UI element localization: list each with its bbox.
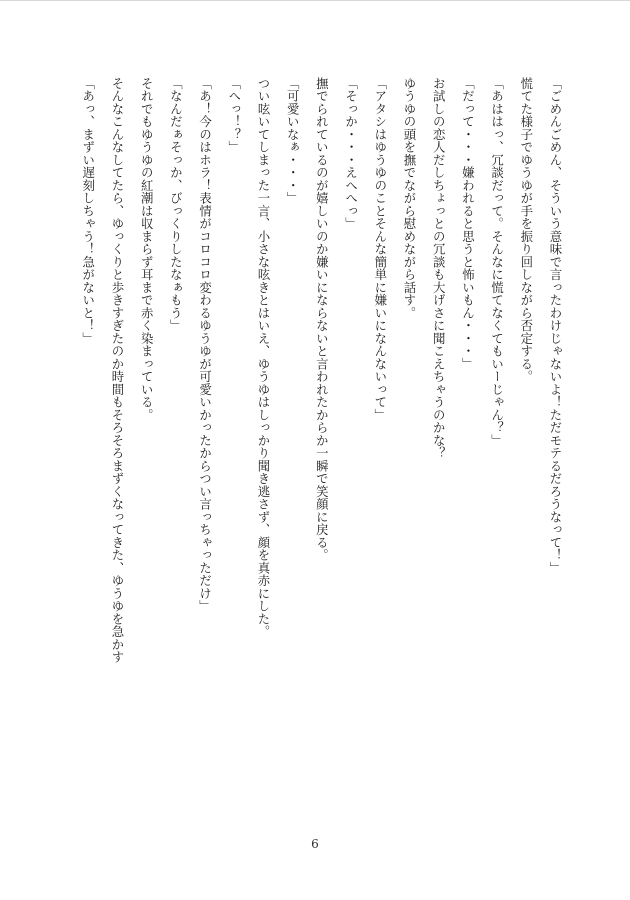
text-line: つい呟いてしまった一言、小さな呟きとはいえ、ゆうゆはしっかり聞き逃さず、顔を真赤にした。 — [255, 77, 271, 638]
text-line: お試しの恋人だしちょっとの冗談も大げさに聞こえちゃうのかな？ — [431, 77, 447, 460]
text-line: 「あははっ、冗談だって。そんなに慌てなくてもいーじゃん？」 — [489, 77, 505, 447]
text-line: 「ごめんごめん、そういう意味で言ったわけじゃないよ！ただモテるだろうなって！」 — [548, 77, 563, 575]
text-line: 慌てた様子でゆうゆが手を振り回しながら否定する。 — [518, 77, 534, 383]
page-number: 6 — [311, 837, 319, 851]
text-line: 「可愛いなぁ・・・」 — [285, 77, 301, 205]
text-line: 「あっ、まずい遅刻しちゃう！急がないと！」 — [80, 77, 96, 345]
text-line: 「なんだぁそっか、びっくりしたなぁもう」 — [168, 77, 184, 332]
text-line: 「そっか・・・えへへっ」 — [343, 77, 359, 230]
text-line: 「だって・・・嫌われると思うと怖いもん・・・」 — [460, 77, 476, 371]
text-line: 「へっ！？」 — [226, 77, 242, 154]
text-line: ゆうゆの頭を撫でながら慰めながら話す。 — [401, 77, 417, 320]
text-line: 撫でられているのが嬉しいのか嫌いにならないと言われたからか一瞬で笑顔に戻る。 — [314, 77, 330, 562]
text-line: 「あ！今のはホラ！表情がコロコロ変わるゆうゆが可愛いかったからつい言っちゃっただけ」 — [197, 77, 213, 613]
vertical-text-body — [70, 77, 570, 777]
text-line: 「アタシはゆうゆのことそんな簡単に嫌いになんないって」 — [372, 77, 388, 422]
text-line: それでもゆうゆの紅潮は収まらず耳まで赤く染まっている。 — [139, 77, 155, 422]
text-line: そんなこんなしてたら、ゆっくりと歩きすぎたのか時間もそろそろまずくなってきた、ゆうゆを急かす — [109, 77, 125, 664]
